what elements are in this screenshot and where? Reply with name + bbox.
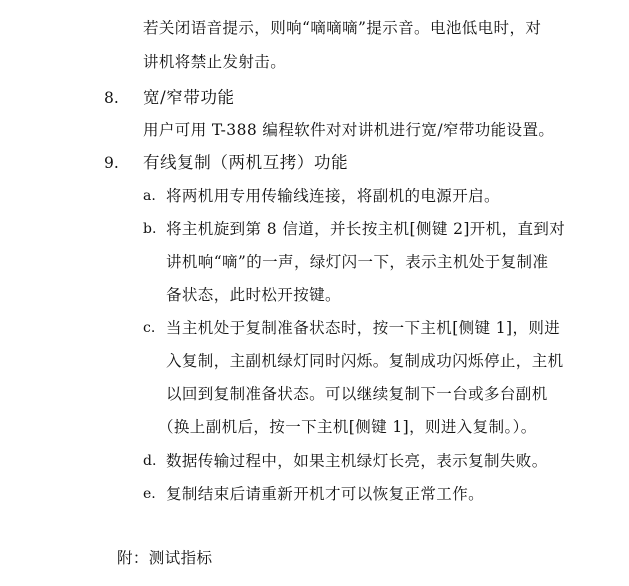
list-item-letter: b.: [143, 221, 157, 237]
list-item-text: 复制结束后请重新开机才可以恢复正常工作。: [166, 485, 485, 503]
list-item-text: 入复制，主副机绿灯同时闪烁。复制成功闪烁停止，主机: [166, 352, 564, 370]
list-item-text: （换上副机后，按一下主机[侧键 1]，则进入复制。）。: [158, 418, 537, 436]
section-9-title: 有线复制（两机互拷）功能: [143, 153, 349, 172]
list-item-letter: d.: [143, 453, 157, 469]
list-item-text: 当主机处于复制准备状态时，按一下主机[侧键 1]，则进: [166, 319, 561, 337]
list-item-text: 以回到复制准备状态。可以继续复制下一台或多台副机: [166, 385, 548, 403]
section-8-title: 宽/窄带功能: [143, 88, 235, 107]
section-9-number: 9.: [104, 154, 119, 172]
list-item-text: 讲机响“嘀”的一声，绿灯闪一下，表示主机处于复制准: [166, 253, 549, 271]
section-8-number: 8.: [104, 89, 119, 107]
list-item-text: 将主机旋到第 8 信道，并长按主机[侧键 2]开机，直到对: [166, 220, 566, 238]
intro-line-1: 若关闭语音提示，则响“嘀嘀嘀”提示音。电池低电时，对: [143, 19, 542, 37]
list-item-letter: e.: [143, 486, 156, 502]
list-item-letter: c.: [143, 320, 156, 336]
section-8-body: 用户可用 T-388 编程软件对对讲机进行宽/窄带功能设置。: [143, 121, 555, 139]
list-item-text: 备状态，此时松开按键。: [166, 286, 341, 304]
intro-line-2: 讲机将禁止发射击。: [143, 53, 287, 71]
list-item-text: 将两机用专用传输线连接，将副机的电源开启。: [166, 187, 500, 205]
appendix-label: 附：测试指标: [117, 549, 213, 567]
list-item-text: 数据传输过程中，如果主机绿灯长亮，表示复制失败。: [166, 452, 548, 470]
list-item-letter: a.: [143, 188, 156, 204]
